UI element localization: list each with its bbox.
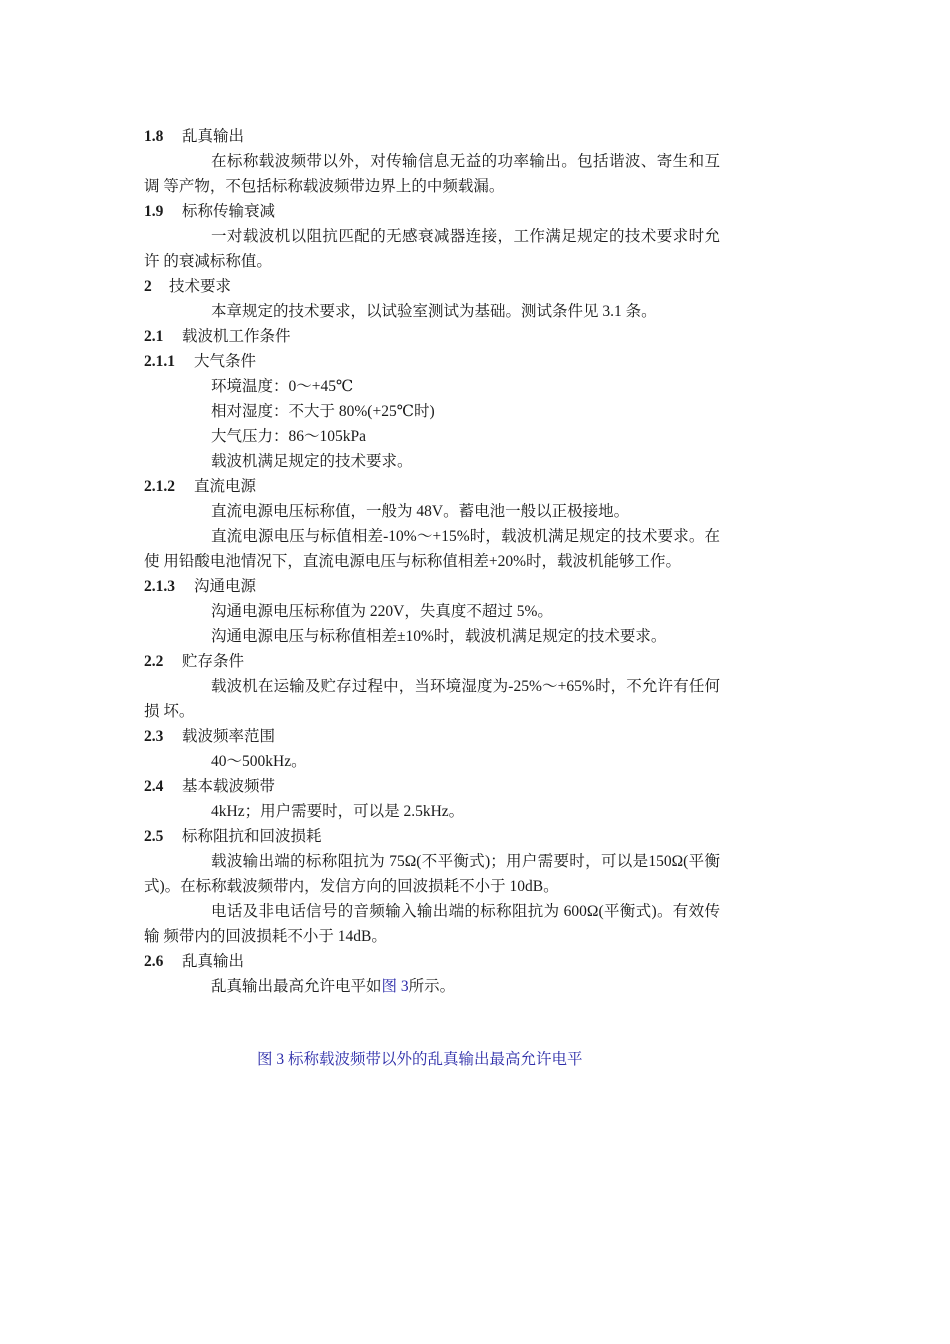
paragraph-text: 所示。 xyxy=(408,978,456,995)
section-heading-2 xyxy=(144,274,720,299)
section-title: 基本载波频带 xyxy=(182,778,276,795)
section-number: 2.1.2 xyxy=(144,478,175,495)
section-heading-1-9 xyxy=(144,199,720,224)
section-title: 乱真输出 xyxy=(182,953,245,970)
figure-caption: 图 3 标称载波频带以外的乱真输出最高允许电平 xyxy=(257,1051,583,1068)
section-heading-2-3 xyxy=(144,724,720,749)
list-item: 相对湿度：不大于 80%(+25℃时) xyxy=(211,403,435,420)
paragraph: 本章规定的技术要求，以试验室测试为基础。测试条件见 3.1 条。 xyxy=(211,303,657,320)
section-heading-2-1-3 xyxy=(144,574,720,599)
paragraph: 直流电源电压与标值相差-10%～+15%时，载波机满足规定的技术要求。在使 用铅酸电池情况下，直流电源电压与标称值相差+20%时，载波机能够工作。 xyxy=(144,528,720,570)
section-heading-2-1-1 xyxy=(144,349,720,374)
list-item: 载波机满足规定的技术要求。 xyxy=(211,453,413,470)
section-heading-2-5 xyxy=(144,824,720,849)
section-number: 2.4 xyxy=(144,778,164,795)
paragraph: 40～500kHz。 xyxy=(211,753,307,770)
section-heading-2-1-2 xyxy=(144,474,720,499)
section-number: 2.1.3 xyxy=(144,578,175,595)
section-title: 载波机工作条件 xyxy=(182,328,291,345)
section-title: 大气条件 xyxy=(194,353,257,370)
section-number: 2.1 xyxy=(144,328,164,345)
section-title: 沟通电源 xyxy=(194,578,257,595)
list-item: 大气压力：86～105kPa xyxy=(211,428,367,445)
figure-link[interactable]: 图 3 xyxy=(381,978,409,995)
section-number: 2.1.1 xyxy=(144,353,175,370)
document-body xyxy=(144,124,720,999)
paragraph: 沟通电源电压标称值为 220V，失真度不超过 5%。 xyxy=(211,603,553,620)
section-heading-2-4 xyxy=(144,774,720,799)
section-title: 直流电源 xyxy=(194,478,257,495)
paragraph-text: 乱真输出最高允许电平如 xyxy=(211,978,382,995)
section-number: 2.5 xyxy=(144,828,164,845)
section-title: 技术要求 xyxy=(169,278,232,295)
section-title: 标称阻抗和回波损耗 xyxy=(182,828,322,845)
paragraph: 一对载波机以阻抗匹配的无感衰减器连接，工作满足规定的技术要求时允许 的衰减标称值。 xyxy=(144,228,720,270)
section-number: 2 xyxy=(144,278,152,295)
paragraph: 载波输出端的标称阻抗为 75Ω(不平衡式)；用户需要时，可以是150Ω(平衡 式)。在标称载波频带内，发信方向的回波损耗不小于 10dB。 xyxy=(144,853,720,895)
paragraph xyxy=(144,974,720,999)
section-number: 2.6 xyxy=(144,953,164,970)
paragraph: 电话及非电话信号的音频输入输出端的标称阻抗为 600Ω(平衡式)。有效传输 频带内的回波损耗不小于 14dB。 xyxy=(144,903,720,945)
section-number: 2.2 xyxy=(144,653,164,670)
list-item: 环境温度：0～+45℃ xyxy=(211,378,354,395)
paragraph: 载波机在运输及贮存过程中，当环境湿度为-25%～+65%时，不允许有任何损 坏。 xyxy=(144,678,720,720)
section-heading-2-6 xyxy=(144,949,720,974)
section-title: 标称传输衰减 xyxy=(182,203,276,220)
section-number: 1.8 xyxy=(144,128,164,145)
paragraph: 直流电源电压标称值，一般为 48V。蓄电池一般以正极接地。 xyxy=(211,503,630,520)
section-title: 载波频率范围 xyxy=(182,728,276,745)
section-heading-2-1 xyxy=(144,324,720,349)
section-title: 贮存条件 xyxy=(182,653,245,670)
section-number: 1.9 xyxy=(144,203,164,220)
section-heading-1-8 xyxy=(144,124,720,149)
paragraph: 沟通电源电压与标称值相差±10%时，载波机满足规定的技术要求。 xyxy=(211,628,667,645)
section-number: 2.3 xyxy=(144,728,164,745)
section-title: 乱真输出 xyxy=(182,128,245,145)
section-heading-2-2 xyxy=(144,649,720,674)
paragraph: 在标称载波频带以外，对传输信息无益的功率输出。包括谐波、寄生和互调 等产物，不包括标称载波频带边界上的中频载漏。 xyxy=(144,153,720,195)
paragraph: 4kHz；用户需要时，可以是 2.5kHz。 xyxy=(211,803,465,820)
